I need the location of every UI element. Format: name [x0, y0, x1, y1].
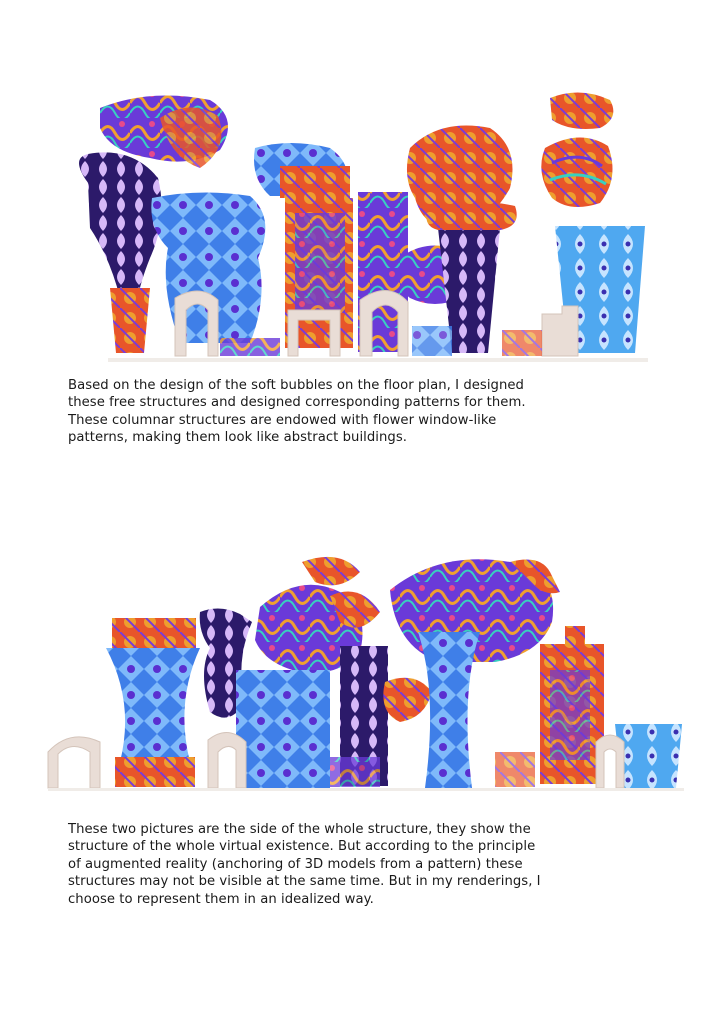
sculpture-blue-column: [418, 632, 480, 788]
render-side-view-1-image: [40, 88, 690, 366]
render-side-view-1: [40, 88, 690, 366]
render-side-view-2: [40, 552, 690, 792]
render-side-view-2-image: [40, 552, 690, 792]
description-paragraph-1: Based on the design of the soft bubbles on the floor plan, I designed these free structures and designed corresponding patterns for them. These columnar structures are endowed with flower window-like patterns, making them look like abstract buildings.: [68, 378, 526, 446]
description-paragraph-2: These two pictures are the side of the whole structure, they show the structure of the whole virtual existence. But according to the principle of augmented reality (anchoring of 3D models from a pattern) these structures may not be visible at the same time. But in my renderings, I choose to represent them in an idealized way.: [68, 822, 541, 907]
sculpture-stacked-bubble-top: [550, 92, 613, 129]
sculpture-blue-box: [236, 670, 330, 790]
sculpture-left-bulb: [79, 152, 162, 298]
arch-left: [48, 737, 100, 788]
sculpture-sky-vase-right: [615, 724, 682, 788]
sculpture-hourglass: [106, 648, 200, 762]
